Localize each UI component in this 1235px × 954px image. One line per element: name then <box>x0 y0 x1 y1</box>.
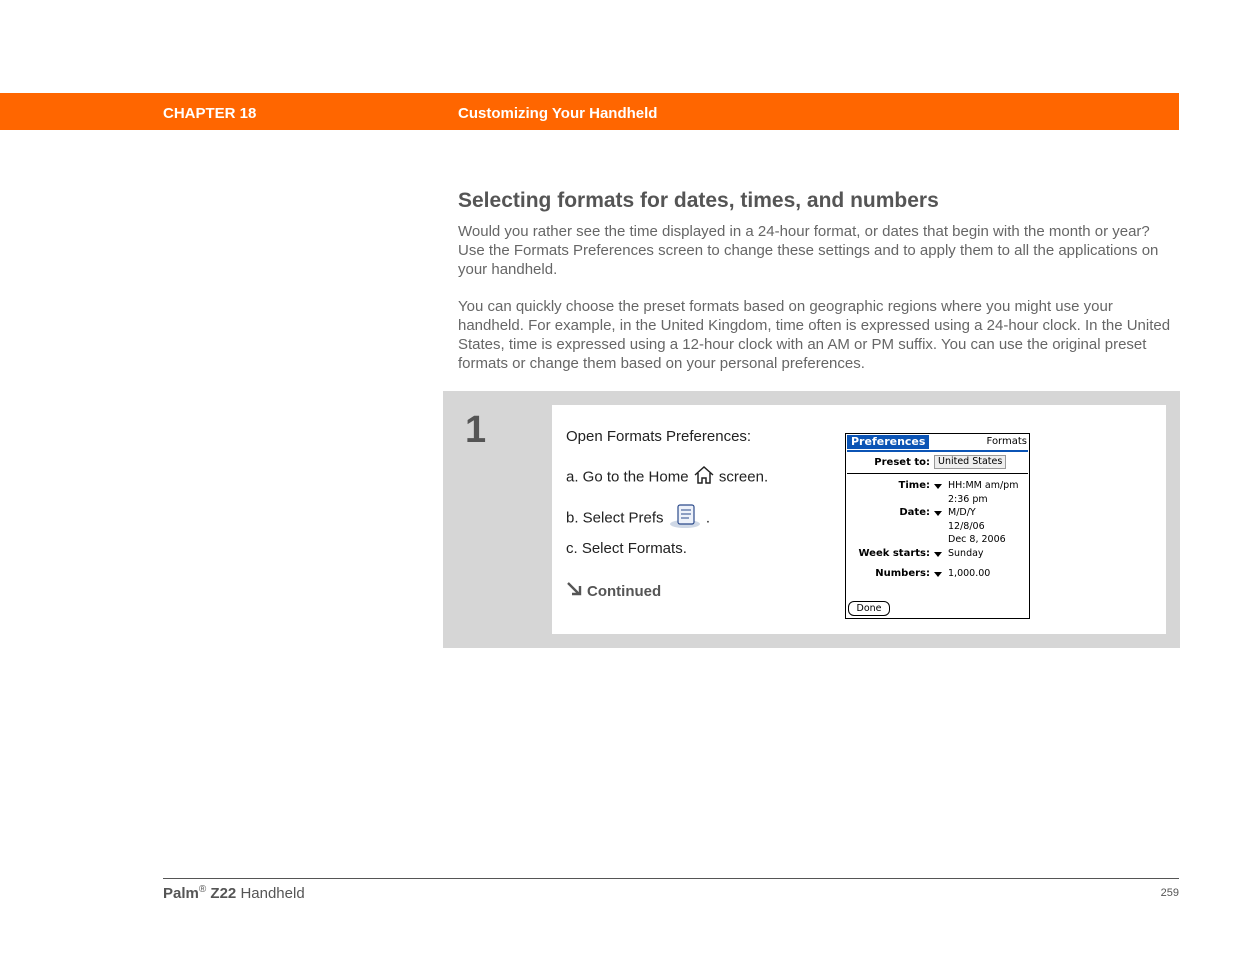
brand-name: Palm <box>163 885 199 902</box>
week-starts-label: Week starts: <box>858 548 930 559</box>
step-b <box>566 503 710 534</box>
palm-title: Preferences <box>847 435 929 449</box>
date-example-long: Dec 8, 2006 <box>948 534 1006 545</box>
time-label: Time: <box>898 480 930 491</box>
continued-link[interactable] <box>566 581 661 601</box>
date-dropdown-icon[interactable] <box>934 511 942 516</box>
numbers-value[interactable]: 1,000.00 <box>948 568 991 579</box>
week-starts-value[interactable]: Sunday <box>948 548 984 559</box>
palm-separator <box>847 473 1028 474</box>
intro-paragraph: Would you rather see the time displayed in a 24-hour format, or dates that begin with the month or year? Use the Formats Preferences screen to change these settings and to apply them to all the applications on your handheld. <box>458 223 1159 278</box>
step-intro: Open Formats Preferences: <box>566 428 752 445</box>
arrow-down-right-icon <box>566 581 583 601</box>
preset-selector[interactable]: United States <box>934 455 1006 469</box>
palm-panel-picker[interactable]: Formats <box>986 436 1027 447</box>
chapter-title: Customizing Your Handheld <box>458 105 658 122</box>
numbers-dropdown-icon[interactable] <box>934 572 942 577</box>
time-example: 2:36 pm <box>948 494 988 505</box>
prefs-icon <box>668 503 702 534</box>
date-example-short: 12/8/06 <box>948 521 985 532</box>
chapter-label: CHAPTER 18 <box>163 105 257 122</box>
step-c: c. Select Formats. <box>566 540 687 557</box>
date-label: Date: <box>899 507 930 518</box>
numbers-label: Numbers: <box>875 568 930 579</box>
step-a-text: a. Go to the Home <box>566 468 689 486</box>
registered-mark: ® <box>198 884 207 895</box>
step-a-suffix: screen. <box>718 468 769 486</box>
chapter-header-bar <box>0 93 1179 130</box>
time-dropdown-icon[interactable] <box>934 484 942 489</box>
preset-paragraph: You can quickly choose the preset formats based on geographic regions where you might use your handheld. For example, in the United Kingdom, time often is expressed using a 24-hour clock. In the United States, time is expressed using a 12-hour clock with an AM or PM suffix. You can use the original preset formats or change them based on your personal preferences. <box>458 298 1171 372</box>
step-b-text: b. Select Prefs <box>566 509 664 527</box>
footer-rule <box>163 878 1179 879</box>
step-b-suffix: . <box>705 509 711 527</box>
week-dropdown-icon[interactable] <box>934 552 942 557</box>
model-name: Z22 <box>210 885 237 902</box>
date-value[interactable]: M/D/Y <box>948 507 976 518</box>
step-a <box>566 465 768 490</box>
palm-title-underline <box>847 450 1028 452</box>
time-value[interactable]: HH:MM am/pm <box>948 480 1019 491</box>
section-title: Selecting formats for dates, times, and numbers <box>458 189 939 212</box>
formats-preferences-screen <box>845 433 1030 619</box>
step-number: 1 <box>465 409 487 451</box>
home-icon <box>693 465 715 490</box>
product-name: Handheld <box>240 885 305 902</box>
continued-label: Continued <box>587 582 662 600</box>
page-number: 259 <box>1160 887 1179 899</box>
footer-brand <box>163 884 305 902</box>
done-button[interactable]: Done <box>848 601 890 616</box>
preset-label: Preset to: <box>874 457 930 468</box>
